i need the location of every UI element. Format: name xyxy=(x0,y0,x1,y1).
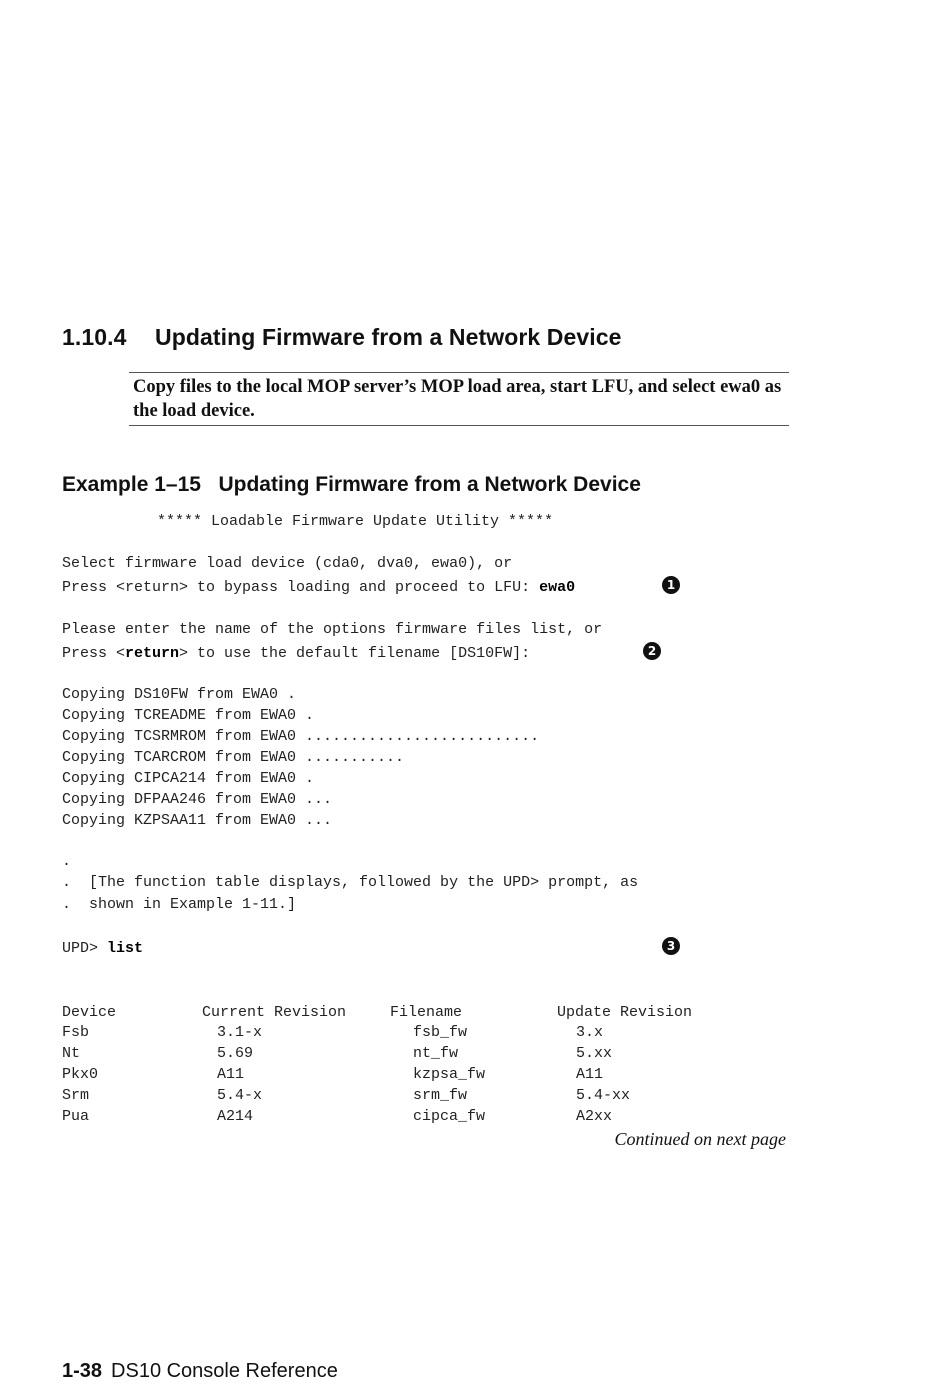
copy-line: Copying TCREADME from EWA0 . xyxy=(62,707,315,724)
copy-line: Copying DS10FW from EWA0 . xyxy=(62,686,297,703)
table-cell: A214 xyxy=(217,1108,254,1125)
ellipsis-line: . xyxy=(62,853,72,870)
table-cell: 5.69 xyxy=(217,1045,254,1062)
console-line: Select firmware load device (cda0, dva0, ewa0), or xyxy=(62,555,513,572)
table-cell: Pua xyxy=(62,1108,90,1125)
continued-note: Continued on next page xyxy=(614,1129,786,1149)
table-cell: nt_fw xyxy=(413,1045,459,1062)
table-cell: 3.x xyxy=(576,1024,604,1041)
example-label: Example 1–15 xyxy=(62,473,201,496)
step-instruction: Copy files to the local MOP server’s MOP load area, start LFU, and select ewa0 as the load device. xyxy=(133,377,782,421)
table-cell: A2xx xyxy=(576,1108,613,1125)
section-heading xyxy=(62,324,622,351)
table-cell: 5.xx xyxy=(576,1045,613,1062)
table-cell: Pkx0 xyxy=(62,1066,99,1083)
step-top-rule xyxy=(129,372,789,373)
table-cell: cipca_fw xyxy=(413,1108,486,1125)
table-cell: kzpsa_fw xyxy=(413,1066,486,1083)
page-number: 1-38 xyxy=(62,1360,103,1382)
table-cell: Fsb xyxy=(62,1024,90,1041)
table-header: Device xyxy=(62,1004,117,1021)
user-input: return xyxy=(125,645,180,662)
callout-1-icon: 1 xyxy=(662,576,680,594)
section-number: 1.10.4 xyxy=(62,324,127,350)
console-line: Press <return> to bypass loading and proceed to LFU: ewa0 xyxy=(62,579,576,596)
example-title: Updating Firmware from a Network Device xyxy=(218,473,641,496)
step-bottom-rule xyxy=(129,425,789,426)
table-cell: srm_fw xyxy=(413,1087,468,1104)
table-cell: 3.1-x xyxy=(217,1024,263,1041)
section-title: Updating Firmware from a Network Device xyxy=(155,324,622,350)
upd-prompt-line: UPD> list xyxy=(62,940,144,957)
table-cell: 5.4-x xyxy=(217,1087,263,1104)
copy-line: Copying DFPAA246 from EWA0 ... xyxy=(62,791,333,808)
user-input: ewa0 xyxy=(539,579,576,596)
table-cell: A11 xyxy=(217,1066,245,1083)
page-footer xyxy=(62,1360,338,1383)
copy-line: Copying TCARCROM from EWA0 ........... xyxy=(62,749,405,766)
book-title: DS10 Console Reference xyxy=(111,1360,338,1382)
example-heading xyxy=(62,473,641,497)
callout-3-icon: 3 xyxy=(662,937,680,955)
console-banner: ***** Loadable Firmware Update Utility ***** xyxy=(157,513,554,530)
user-input: list xyxy=(107,940,144,957)
ellipsis-line: . [The function table displays, followed by the UPD> prompt, as xyxy=(62,874,639,891)
table-cell: Nt xyxy=(62,1045,81,1062)
table-cell: Srm xyxy=(62,1087,90,1104)
table-cell: 5.4-xx xyxy=(576,1087,631,1104)
console-line: Press <return> to use the default filename [DS10FW]: xyxy=(62,645,531,662)
console-line: Please enter the name of the options firmware files list, or xyxy=(62,621,603,638)
ellipsis-line: . shown in Example 1-11.] xyxy=(62,896,297,913)
table-cell: fsb_fw xyxy=(413,1024,468,1041)
copy-line: Copying KZPSAA11 from EWA0 ... xyxy=(62,812,333,829)
callout-2-icon: 2 xyxy=(643,642,661,660)
table-header: Current Revision xyxy=(202,1004,347,1021)
table-header: Filename xyxy=(390,1004,463,1021)
table-header: Update Revision xyxy=(557,1004,693,1021)
copy-line: Copying TCSRMROM from EWA0 .......................... xyxy=(62,728,540,745)
table-cell: A11 xyxy=(576,1066,604,1083)
copy-line: Copying CIPCA214 from EWA0 . xyxy=(62,770,315,787)
